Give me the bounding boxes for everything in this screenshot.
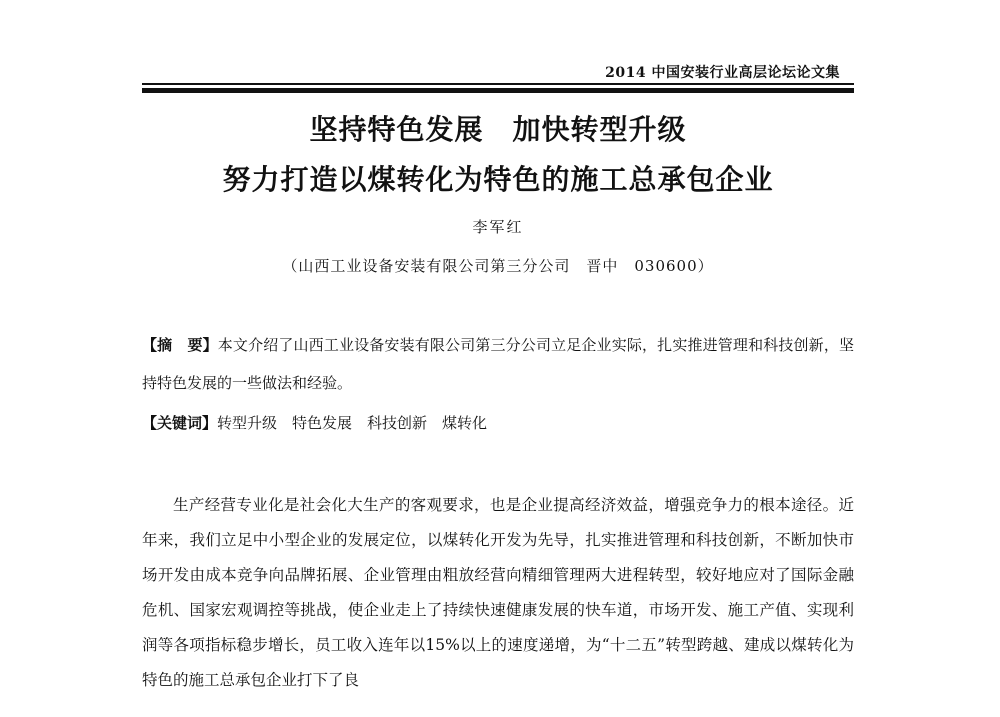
header-rule-thick [142,88,854,93]
keywords-text: 转型升级 特色发展 科技创新 煤转化 [217,414,488,432]
abstract [142,326,854,402]
title-line-2: 努力打造以煤转化为特色的施工总承包企业 [222,163,774,196]
abstract-text: 本文介绍了山西工业设备安装有限公司第三分公司立足企业实际，扎实推进管理和科技创新，坚持特色发展的一些做法和经验。 [142,336,854,392]
body-paragraph: 生产经营专业化是社会化大生产的客观要求，也是企业提高经济效益，增强竞争力的根本途径。近年来，我们立足中小型企业的发展定位，以煤转化开发为先导，扎实推进管理和科技创新，不断加快市场开发由成本竞争向品牌拓展、企业管理由粗放经营向精细管理两大进程转型，较好地应对了国际金融危机、国家宏观调控等挑战，使企业走上了持续快速健康发展的快车道，市场开发、施工产值、实现利润等各项指标稳步增长，员工收入连年以15%以上的速度递增，为“十二五”转型跨越、建成以煤转化为特色的施工总承包企业打下了良 [142,496,854,689]
title-line-1: 坚持特色发展 加快转型升级 [309,113,687,146]
keywords [142,407,854,439]
header-rule-thin [142,83,854,85]
keywords-label: 【关键词】 [142,414,218,432]
running-header: 2014 中国安装行业高层论坛论文集 [605,65,840,81]
abstract-label: 【摘 要】 [142,336,218,354]
author-name: 李军红 [472,218,524,236]
author-affiliation: （山西工业设备安装有限公司第三分公司 晋中 030600） [282,257,714,275]
